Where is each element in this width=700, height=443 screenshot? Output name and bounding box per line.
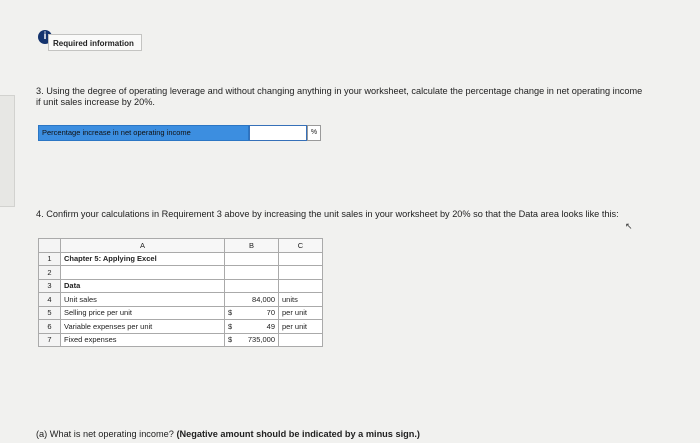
percentage-increase-input[interactable] — [249, 125, 307, 141]
cell-value: 70 — [266, 308, 275, 318]
cell-c — [279, 252, 323, 266]
row-number: 5 — [39, 306, 61, 320]
question-4-text: 4. Confirm your calculations in Requirement 3 above by increasing the unit sales in your worksheet by 20% so that the Data area looks like this: — [36, 209, 619, 219]
question-a-note: (Negative amount should be indicated by a minus sign.) — [176, 429, 420, 439]
table-row — [39, 279, 323, 293]
column-header-row — [39, 239, 323, 253]
currency-symbol: $ — [228, 321, 233, 331]
cell-c — [279, 333, 323, 347]
cell-b — [225, 306, 279, 320]
cell-a: Fixed expenses — [61, 333, 225, 347]
cell-c: per unit — [279, 320, 323, 334]
row-number: 4 — [39, 293, 61, 307]
cell-b — [225, 293, 279, 307]
cell-a — [61, 266, 225, 280]
mouse-cursor-icon: ↖ — [625, 221, 633, 231]
cell-a: Unit sales — [61, 293, 225, 307]
worksheet-table — [38, 238, 323, 347]
percent-unit-label: % — [307, 125, 321, 141]
currency-symbol: $ — [228, 308, 233, 318]
cell-a: Chapter 5: Applying Excel — [61, 252, 225, 266]
row-number: 3 — [39, 279, 61, 293]
table-row — [39, 266, 323, 280]
table-row — [39, 252, 323, 266]
cell-c — [279, 266, 323, 280]
cell-a: Selling price per unit — [61, 306, 225, 320]
info-icon: i — [38, 30, 52, 44]
currency-symbol: $ — [228, 335, 233, 345]
cell-b — [225, 320, 279, 334]
table-row — [39, 333, 323, 347]
question-3-text: 3. Using the degree of operating leverage and without changing anything in your worksheet, calculate the percentage change in net operating income if unit sales increase by 20%. — [36, 86, 643, 107]
percentage-increase-label: Percentage increase in net operating income — [38, 125, 249, 141]
cell-a: Data — [61, 279, 225, 293]
column-header-b: B — [225, 239, 279, 253]
cell-value: 735,000 — [247, 335, 275, 345]
required-information-tab[interactable] — [48, 34, 142, 51]
cell-c: units — [279, 293, 323, 307]
row-number: 6 — [39, 320, 61, 334]
question-a-prefix: (a) What is net operating income? — [36, 429, 174, 439]
row-number: 1 — [39, 252, 61, 266]
question-a-text — [36, 429, 420, 440]
column-header-a: A — [61, 239, 225, 253]
required-information-label: Required information — [53, 39, 134, 48]
cell-c: per unit — [279, 306, 323, 320]
cell-c — [279, 279, 323, 293]
cell-a: Variable expenses per unit — [61, 320, 225, 334]
cell-value: 84,000 — [252, 294, 275, 304]
table-row — [39, 306, 323, 320]
table-row — [39, 320, 323, 334]
row-number: 2 — [39, 266, 61, 280]
corner-cell — [39, 239, 61, 253]
cell-b — [225, 252, 279, 266]
cell-b — [225, 266, 279, 280]
row-number: 7 — [39, 333, 61, 347]
cell-value: 49 — [266, 321, 275, 331]
table-row — [39, 293, 323, 307]
cell-b — [225, 279, 279, 293]
left-panel-edge — [0, 95, 15, 207]
column-header-c: C — [279, 239, 323, 253]
cell-b — [225, 333, 279, 347]
